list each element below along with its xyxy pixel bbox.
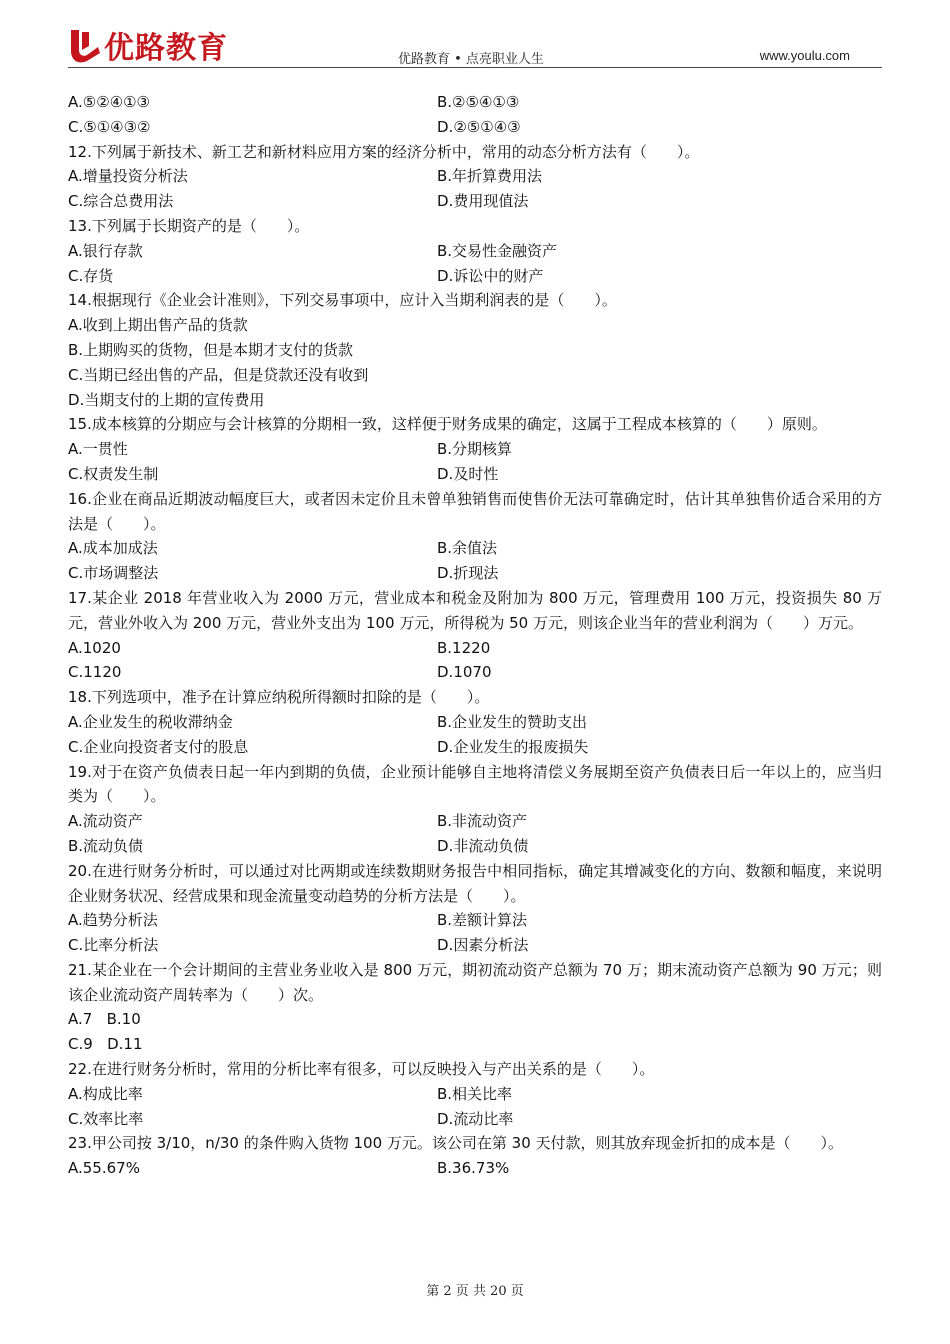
option-d: D.非流动负债 <box>437 836 529 855</box>
option-a: A.企业发生的税收滞纳金 <box>68 712 233 731</box>
question-21: 21.某企业在一个会计期间的主营业务业收入是 800 万元，期初流动资产总额为 70 万；期末流动资产总额为 90 万元；则该企业流动资产周转率为（ ）次。 <box>68 960 882 1004</box>
option-row <box>68 933 882 958</box>
option-c: C.权责发生制 <box>68 464 159 483</box>
option-a: A.55.67% <box>68 1159 140 1178</box>
option-d: D.费用现值法 <box>437 192 529 211</box>
option-b: B.1220 <box>437 638 491 657</box>
logo-mark-icon <box>68 26 102 64</box>
question-15: 15.成本核算的分期应与会计核算的分期相一致，这样便于财务成果的确定，这属于工程成本核算的（ ）原则。 <box>68 415 827 434</box>
option-row <box>68 908 882 933</box>
option-c: B.流动负债 <box>68 836 144 855</box>
option-b: B.②⑤④①③ <box>437 93 520 111</box>
option-b: B.上期购买的货物，但是本期才支付的货款 <box>68 340 354 359</box>
option-row <box>68 164 882 189</box>
question-20: 20.在进行财务分析时，可以通过对比两期或连续数期财务报告中相同指标，确定其增减变化的方向、数额和幅度，来说明企业财务状况、经营成果和现金流量变动趋势的分析方法是（ ）。 <box>68 861 882 905</box>
option-a: A.构成比率 <box>68 1084 143 1103</box>
option-row <box>68 1156 882 1181</box>
header-divider <box>68 67 882 68</box>
question-19: 19.对于在资产负债表日起一年内到期的负债，企业预计能够自主地将清偿义务展期至资产负债表日后一年以上的，应当归类为（ ）。 <box>68 762 882 806</box>
option-b: B.交易性金融资产 <box>437 241 558 260</box>
option-b: B.非流动资产 <box>437 812 528 831</box>
option-row <box>68 660 882 685</box>
question-13: 13.下列属于长期资产的是（ ）。 <box>68 216 310 235</box>
option-row <box>68 536 882 561</box>
question-14: 14.根据现行《企业会计准则》，下列交易事项中，应计入当期利润表的是（ ）。 <box>68 291 617 310</box>
option-row <box>68 189 882 214</box>
option-row <box>68 239 882 264</box>
option-row <box>68 1107 882 1132</box>
option-c: C.存货 <box>68 266 114 285</box>
question-18: 18.下列选项中，准予在计算应纳税所得额时扣除的是（ ）。 <box>68 688 490 707</box>
option-c: C.⑤①④③② <box>68 117 151 136</box>
option-d: D.诉讼中的财产 <box>437 266 544 285</box>
option-c: C.1120 <box>68 663 122 682</box>
option-b: B.企业发生的赞助支出 <box>437 712 588 731</box>
option-row <box>68 735 882 760</box>
page-header <box>68 22 882 70</box>
question-16: 16.企业在商品近期波动幅度巨大，或者因未定价且未曾单独销售而使售价无法可靠确定时，估计其单独售价适合采用的方法是（ ）。 <box>68 489 882 533</box>
option-d: D.企业发生的报废损失 <box>437 737 589 756</box>
option-a: A.趋势分析法 <box>68 911 158 930</box>
option-a: A.1020 <box>68 638 121 657</box>
option-row <box>68 437 882 462</box>
header-slogan: 优路教育 • 点亮职业人生 <box>398 52 544 67</box>
option-c: C.比率分析法 <box>68 936 159 955</box>
option-row <box>68 636 882 661</box>
option-c: C.当期已经出售的产品，但是贷款还没有收到 <box>68 365 369 384</box>
option-b: B.差额计算法 <box>437 911 528 930</box>
option-a: A.流动资产 <box>68 812 143 831</box>
option-b: B.36.73% <box>437 1159 510 1178</box>
logo <box>68 24 228 66</box>
option-b: B.余值法 <box>437 539 498 558</box>
option-row <box>68 834 882 859</box>
option-row <box>68 1082 882 1107</box>
option-d: D.②⑤①④③ <box>437 117 521 136</box>
question-17: 17.某企业 2018 年营业收入为 2000 万元，营业成本和税金及附加为 800 万元，管理费用 100 万元，投资损失 80 万元，营业外收入为 200 万元，营业外支出为 100 万元，所得税为 50 万元，则该企业当年的营业利润为（ ）万元。 <box>68 588 882 632</box>
header-website[interactable]: www.youlu.com <box>759 48 850 63</box>
option-row <box>68 462 882 487</box>
option-a: A.⑤②④①③ <box>68 93 151 111</box>
page-content <box>68 90 882 1181</box>
option-c: C.综合总费用法 <box>68 192 174 211</box>
logo-text: 优路教育 <box>104 31 228 66</box>
question-23: 23.甲公司按 3/10，n/30 的条件购入货物 100 万元。该公司在第 30 天付款，则其放弃现金折扣的成本是（ ）。 <box>68 1134 844 1153</box>
option-d: D.及时性 <box>437 464 499 483</box>
option-c: C.企业向投资者支付的股息 <box>68 737 249 756</box>
option-b: B.分期核算 <box>437 440 513 459</box>
question-22: 22.在进行财务分析时，常用的分析比率有很多，可以反映投入与产出关系的是（ ）。 <box>68 1060 655 1079</box>
option-row <box>68 264 882 289</box>
option-a: A.增量投资分析法 <box>68 167 188 186</box>
option-a: A.银行存款 <box>68 241 143 260</box>
option-b: B.年折算费用法 <box>437 167 543 186</box>
option-row <box>68 809 882 834</box>
page-number: 第 2 页 共 20 页 <box>426 1284 524 1299</box>
option-c: C.市场调整法 <box>68 564 159 583</box>
option-c: C.效率比率 <box>68 1109 144 1128</box>
option-row <box>68 561 882 586</box>
option-d: D.因素分析法 <box>437 936 529 955</box>
option-d: D.流动比率 <box>437 1109 514 1128</box>
option-a: A.一贯性 <box>68 440 128 459</box>
option-row <box>68 115 882 140</box>
option-d: D.折现法 <box>437 564 499 583</box>
option-a: A.收到上期出售产品的货款 <box>68 316 248 335</box>
option-a: A.成本加成法 <box>68 539 158 558</box>
option-row <box>68 710 882 735</box>
option-row: A.7 B.10 <box>68 1010 141 1029</box>
question-12: 12.下列属于新技术、新工艺和新材料应用方案的经济分析中，常用的动态分析方法有（ ）。 <box>68 142 700 161</box>
option-b: B.相关比率 <box>437 1084 513 1103</box>
option-row <box>68 90 882 115</box>
option-row: C.9 D.11 <box>68 1035 143 1054</box>
option-d: D.当期支付的上期的宣传费用 <box>68 390 265 409</box>
option-d: D.1070 <box>437 663 492 682</box>
